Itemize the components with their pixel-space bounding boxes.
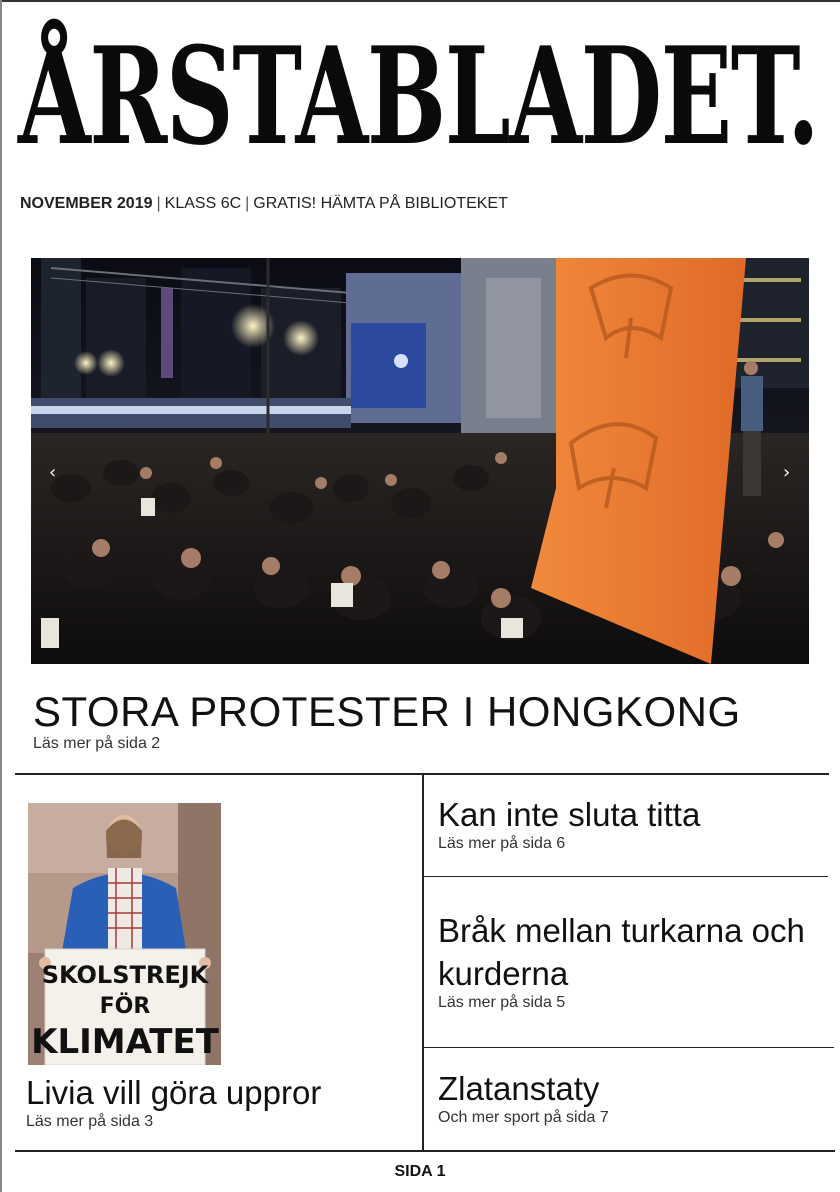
dateline-separator: |	[156, 195, 161, 212]
sign-text-line2: FÖR	[99, 994, 151, 1019]
column-divider	[422, 774, 424, 1150]
story-divider	[422, 876, 828, 877]
story-2-subtitle: Läs mer på sida 5	[438, 994, 566, 1011]
dateline-separator: |	[245, 195, 250, 212]
sidebar-story-headline[interactable]: Livia vill göra uppror	[26, 1074, 322, 1111]
carousel-prev-icon[interactable]: ‹	[49, 462, 57, 483]
dateline-date: NOVEMBER 2019	[20, 195, 153, 212]
hongkong-protest-photo[interactable]	[31, 258, 809, 664]
story-1-subtitle: Läs mer på sida 6	[438, 835, 566, 852]
page-left-border	[0, 0, 2, 1192]
dateline-info: GRATIS! HÄMTA PÅ BIBLIOTEKET	[253, 195, 508, 212]
sidebar-story-subtitle: Läs mer på sida 3	[26, 1113, 154, 1130]
page-top-border	[0, 0, 840, 2]
page-number: SIDA 1	[394, 1163, 446, 1180]
story-1-headline[interactable]: Kan inte sluta titta	[438, 796, 701, 833]
footer-divider	[15, 1150, 835, 1152]
lead-story-subtitle: Läs mer på sida 2	[33, 735, 161, 752]
climate-strike-photo[interactable]	[28, 803, 221, 1065]
story-3-headline[interactable]: Zlatanstaty	[438, 1070, 600, 1107]
dateline	[20, 195, 508, 213]
sign-text-line3: KLIMATET	[31, 1022, 219, 1062]
story-3-subtitle: Och mer sport på sida 7	[438, 1109, 609, 1126]
carousel-next-icon[interactable]: ›	[783, 462, 791, 483]
story-2-headline-line1[interactable]: Bråk mellan turkarna och	[438, 912, 805, 949]
masthead-title: ÅRSTABLADET.	[18, 17, 819, 175]
sign-text-line1: SKOLSTREJK	[41, 961, 209, 989]
story-divider	[422, 1047, 834, 1048]
dateline-class: KLASS 6C	[164, 195, 242, 212]
lead-story-headline[interactable]: STORA PROTESTER I HONGKONG	[33, 688, 741, 735]
story-2-headline-line2[interactable]: kurderna	[438, 955, 569, 992]
